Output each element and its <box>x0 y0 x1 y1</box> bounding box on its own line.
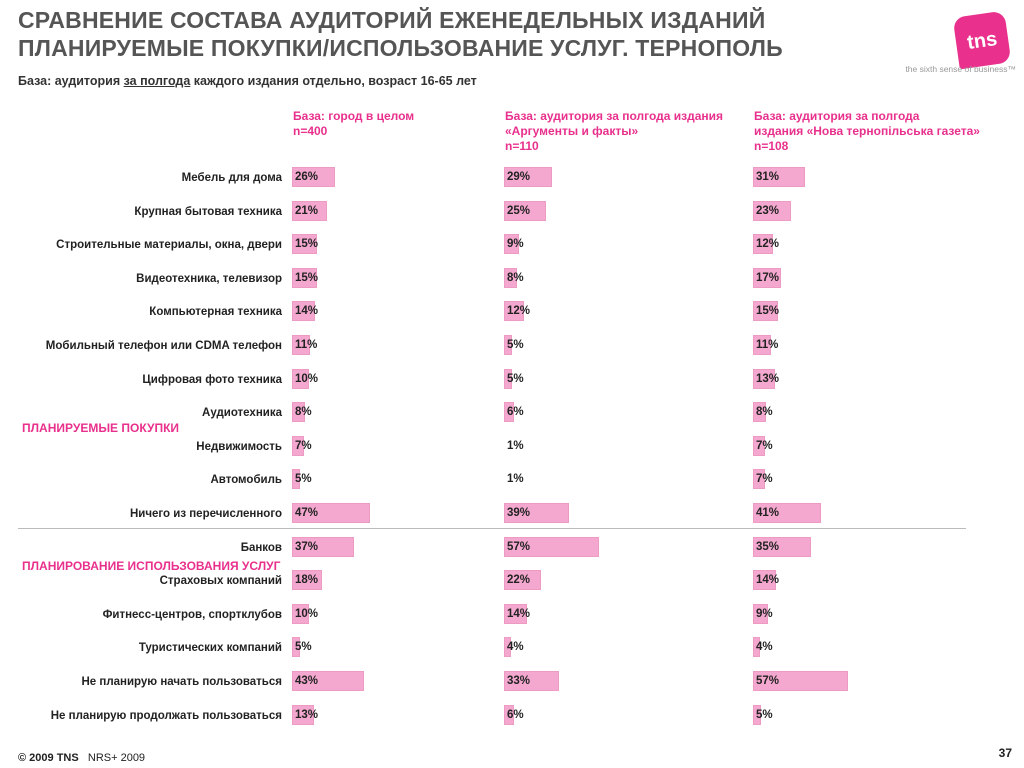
data-label: 21% <box>295 204 319 217</box>
data-label: 35% <box>756 540 780 553</box>
data-label: 14% <box>756 574 780 587</box>
data-label: 7% <box>756 439 773 452</box>
data-label: 5% <box>756 708 773 721</box>
row-label: Аудиотехника <box>202 407 282 420</box>
column-header-city <box>293 109 473 139</box>
data-label: 31% <box>756 171 780 183</box>
column-header-line: База: аудитория за полгода издания <box>505 109 724 123</box>
data-label: 57% <box>507 540 531 553</box>
data-label: 10% <box>295 607 319 620</box>
data-label: 7% <box>295 439 312 452</box>
copyright: © 2009 TNS <box>18 752 79 764</box>
column-header-line: n=108 <box>754 139 789 153</box>
column-header-line: n=400 <box>293 124 328 138</box>
data-label: 22% <box>507 574 531 587</box>
data-label: 13% <box>295 708 319 721</box>
row-label: Не планирую продолжать пользоваться <box>50 709 282 722</box>
data-label: 4% <box>756 641 773 654</box>
row-label: Туристических компаний <box>138 642 282 655</box>
section-label-purchases: ПЛАНИРУЕМЫЕ ПОКУПКИ <box>22 421 180 435</box>
tns-logo <box>953 11 1012 70</box>
data-label: 41% <box>756 507 780 519</box>
base-underlined: за полгода <box>123 74 191 88</box>
title-line-2: ПЛАНИРУЕМЫЕ ПОКУПКИ/ИСПОЛЬЗОВАНИЕ УСЛУГ. ТЕРНОПОЛЬ <box>18 35 783 61</box>
column-header-aif <box>505 109 745 154</box>
column-header-line: База: город в целом <box>293 109 415 123</box>
data-label: 6% <box>507 406 524 419</box>
data-label: 57% <box>756 675 780 687</box>
data-label: 1% <box>507 439 524 452</box>
row-label: Крупная бытовая техника <box>134 205 282 218</box>
data-label: 5% <box>295 641 312 654</box>
data-label: 12% <box>756 238 780 251</box>
logo-tagline: the sixth sense of business™ <box>905 64 1016 74</box>
data-label: 15% <box>756 305 780 318</box>
page-title <box>18 6 783 62</box>
data-label: 25% <box>507 204 531 217</box>
footer <box>18 752 145 764</box>
data-label: 8% <box>507 271 524 284</box>
data-label: 10% <box>295 372 319 385</box>
base-note <box>18 74 477 88</box>
data-label: 37% <box>295 540 319 553</box>
data-label: 13% <box>756 372 780 385</box>
data-label: 12% <box>507 305 531 318</box>
data-label: 8% <box>295 406 312 419</box>
data-label: 7% <box>756 473 773 486</box>
row-label: Фитнесс-центров, спортклубов <box>102 608 282 621</box>
column-header-line: n=110 <box>505 139 539 153</box>
row-label: Автомобиль <box>210 474 282 487</box>
data-label: 11% <box>756 339 779 351</box>
data-label: 15% <box>295 271 319 284</box>
data-label: 43% <box>295 675 319 687</box>
data-label: 14% <box>295 305 319 318</box>
data-label: 8% <box>756 406 773 419</box>
data-label: 18% <box>295 574 319 587</box>
data-label: 39% <box>507 507 531 519</box>
row-label: Видеотехника, телевизор <box>136 272 282 285</box>
data-label: 47% <box>295 507 319 519</box>
data-label: 23% <box>756 204 780 217</box>
data-label: 4% <box>507 641 524 654</box>
column-header-line: База: аудитория за полгода <box>754 109 920 123</box>
base-suffix: каждого издания отдельно, возраст 16-65 лет <box>190 74 477 88</box>
data-label: 15% <box>295 238 319 251</box>
row-label: Ничего из перечисленного <box>129 508 282 520</box>
column-header-line: «Аргументы и факты» <box>505 124 639 138</box>
column-header-nova-gazeta <box>754 109 1004 154</box>
data-label: 6% <box>507 708 524 721</box>
data-label: 14% <box>507 607 531 620</box>
section-label-services: ПЛАНИРОВАНИЕ ИСПОЛЬЗОВАНИЯ УСЛУГ <box>22 559 281 573</box>
row-label: Страховых компаний <box>159 575 282 588</box>
data-label: 5% <box>295 473 312 486</box>
row-label: Компьютерная техника <box>149 306 282 319</box>
data-label: 11% <box>295 339 318 351</box>
data-label: 9% <box>507 238 524 251</box>
data-label: 33% <box>507 675 531 687</box>
data-label: 17% <box>756 271 780 284</box>
page-number: 37 <box>998 746 1012 760</box>
row-label: Цифровая фото техника <box>142 373 282 386</box>
logo-text: tns <box>965 28 999 54</box>
row-label: Строительные материалы, окна, двери <box>56 239 282 252</box>
column-header-line: издания «Нова тернопільська газета» <box>754 124 980 138</box>
row-label: Банков <box>240 541 282 554</box>
row-label: Не планирую начать пользоваться <box>81 676 282 688</box>
data-label: 1% <box>507 473 524 486</box>
section-divider <box>18 528 966 529</box>
source-note: NRS+ 2009 <box>87 752 146 764</box>
row-label: Недвижимость <box>196 440 282 453</box>
row-label: Мобильный телефон или CDMA телефон <box>45 340 282 352</box>
data-label: 29% <box>507 171 531 183</box>
data-label: 26% <box>295 171 319 183</box>
base-prefix: База: аудитория <box>18 74 124 88</box>
row-label: Мебель для дома <box>181 172 282 184</box>
data-label: 5% <box>507 339 524 351</box>
title-line-1: СРАВНЕНИЕ СОСТАВА АУДИТОРИЙ ЕЖЕНЕДЕЛЬНЫХ ИЗДАНИЙ <box>18 7 766 33</box>
data-label: 5% <box>507 372 524 385</box>
data-label: 9% <box>756 607 773 620</box>
